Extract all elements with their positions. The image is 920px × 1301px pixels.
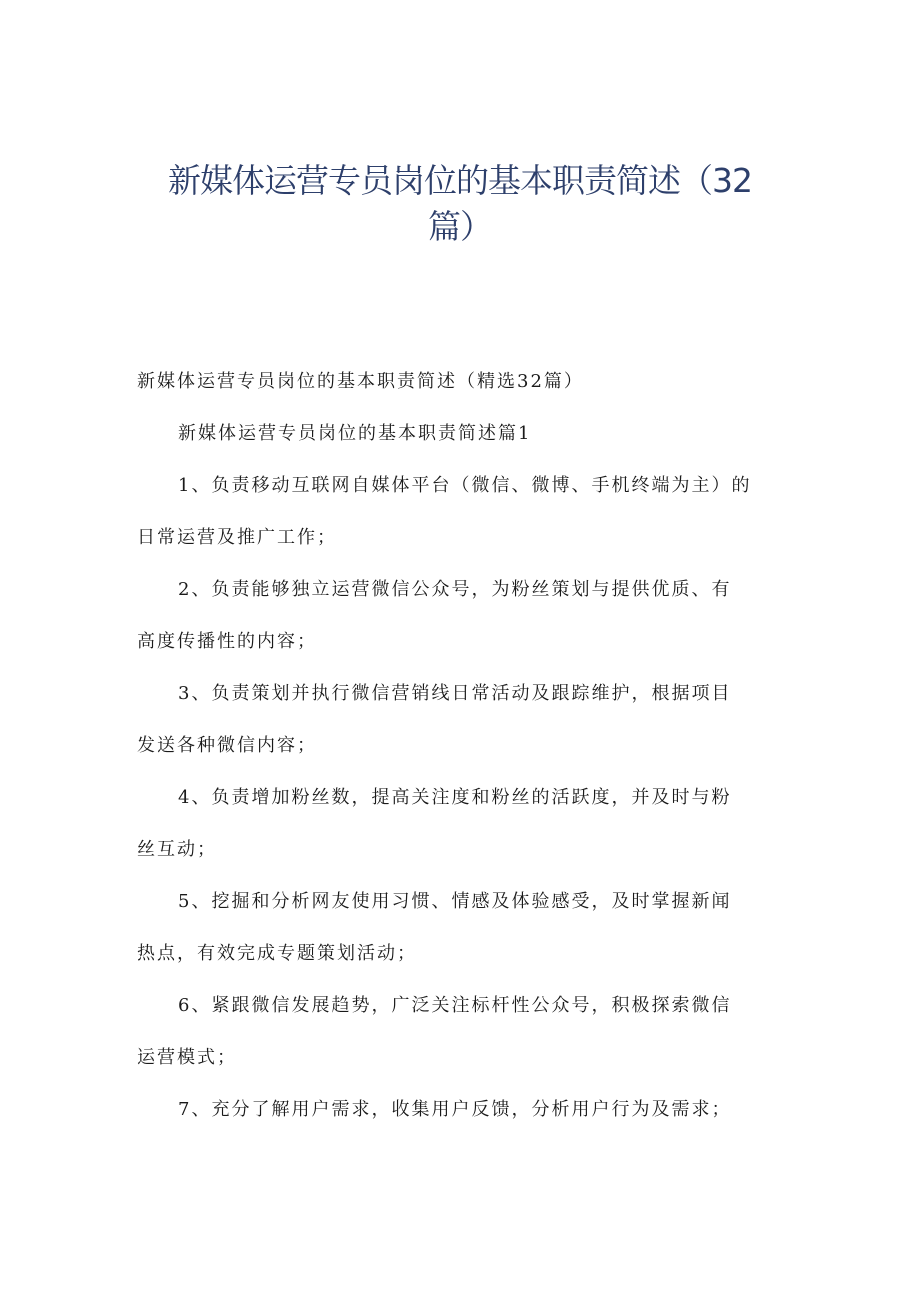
document-body <box>137 357 757 1135</box>
list-item-5-line1: 5、挖掘和分析网友使用习惯、情感及体验感受，及时掌握新闻 <box>178 891 732 912</box>
list-item-4-line2: 丝互动； <box>137 839 217 860</box>
section-heading: 新媒体运营专员岗位的基本职责简述篇1 <box>178 423 532 444</box>
document-title-line2: 篇） <box>428 207 492 246</box>
list-item-1-line1: 1、负责移动互联网自媒体平台（微信、微博、手机终端为主）的 <box>178 475 752 496</box>
list-item-5-line2: 热点，有效完成专题策划活动； <box>137 943 417 964</box>
list-item-6-line2: 运营模式； <box>137 1047 237 1068</box>
list-item-2-line1: 2、负责能够独立运营微信公众号，为粉丝策划与提供优质、有 <box>178 579 732 600</box>
list-item-7-line1: 7、充分了解用户需求，收集用户反馈，分析用户行为及需求； <box>178 1099 732 1120</box>
document-title-line1: 新媒体运营专员岗位的基本职责简述（32 <box>168 161 752 200</box>
document-subtitle: 新媒体运营专员岗位的基本职责简述（精选32篇） <box>137 371 584 392</box>
document-title <box>120 158 800 250</box>
list-item-1-line2: 日常运营及推广工作； <box>137 527 337 548</box>
list-item-3-line2: 发送各种微信内容； <box>137 735 317 756</box>
list-item-4-line1: 4、负责增加粉丝数，提高关注度和粉丝的活跃度，并及时与粉 <box>178 787 732 808</box>
list-item-2-line2: 高度传播性的内容； <box>137 631 317 652</box>
list-item-6-line1: 6、紧跟微信发展趋势，广泛关注标杆性公众号，积极探索微信 <box>178 995 732 1016</box>
list-item-3-line1: 3、负责策划并执行微信营销线日常活动及跟踪维护，根据项目 <box>178 683 732 704</box>
